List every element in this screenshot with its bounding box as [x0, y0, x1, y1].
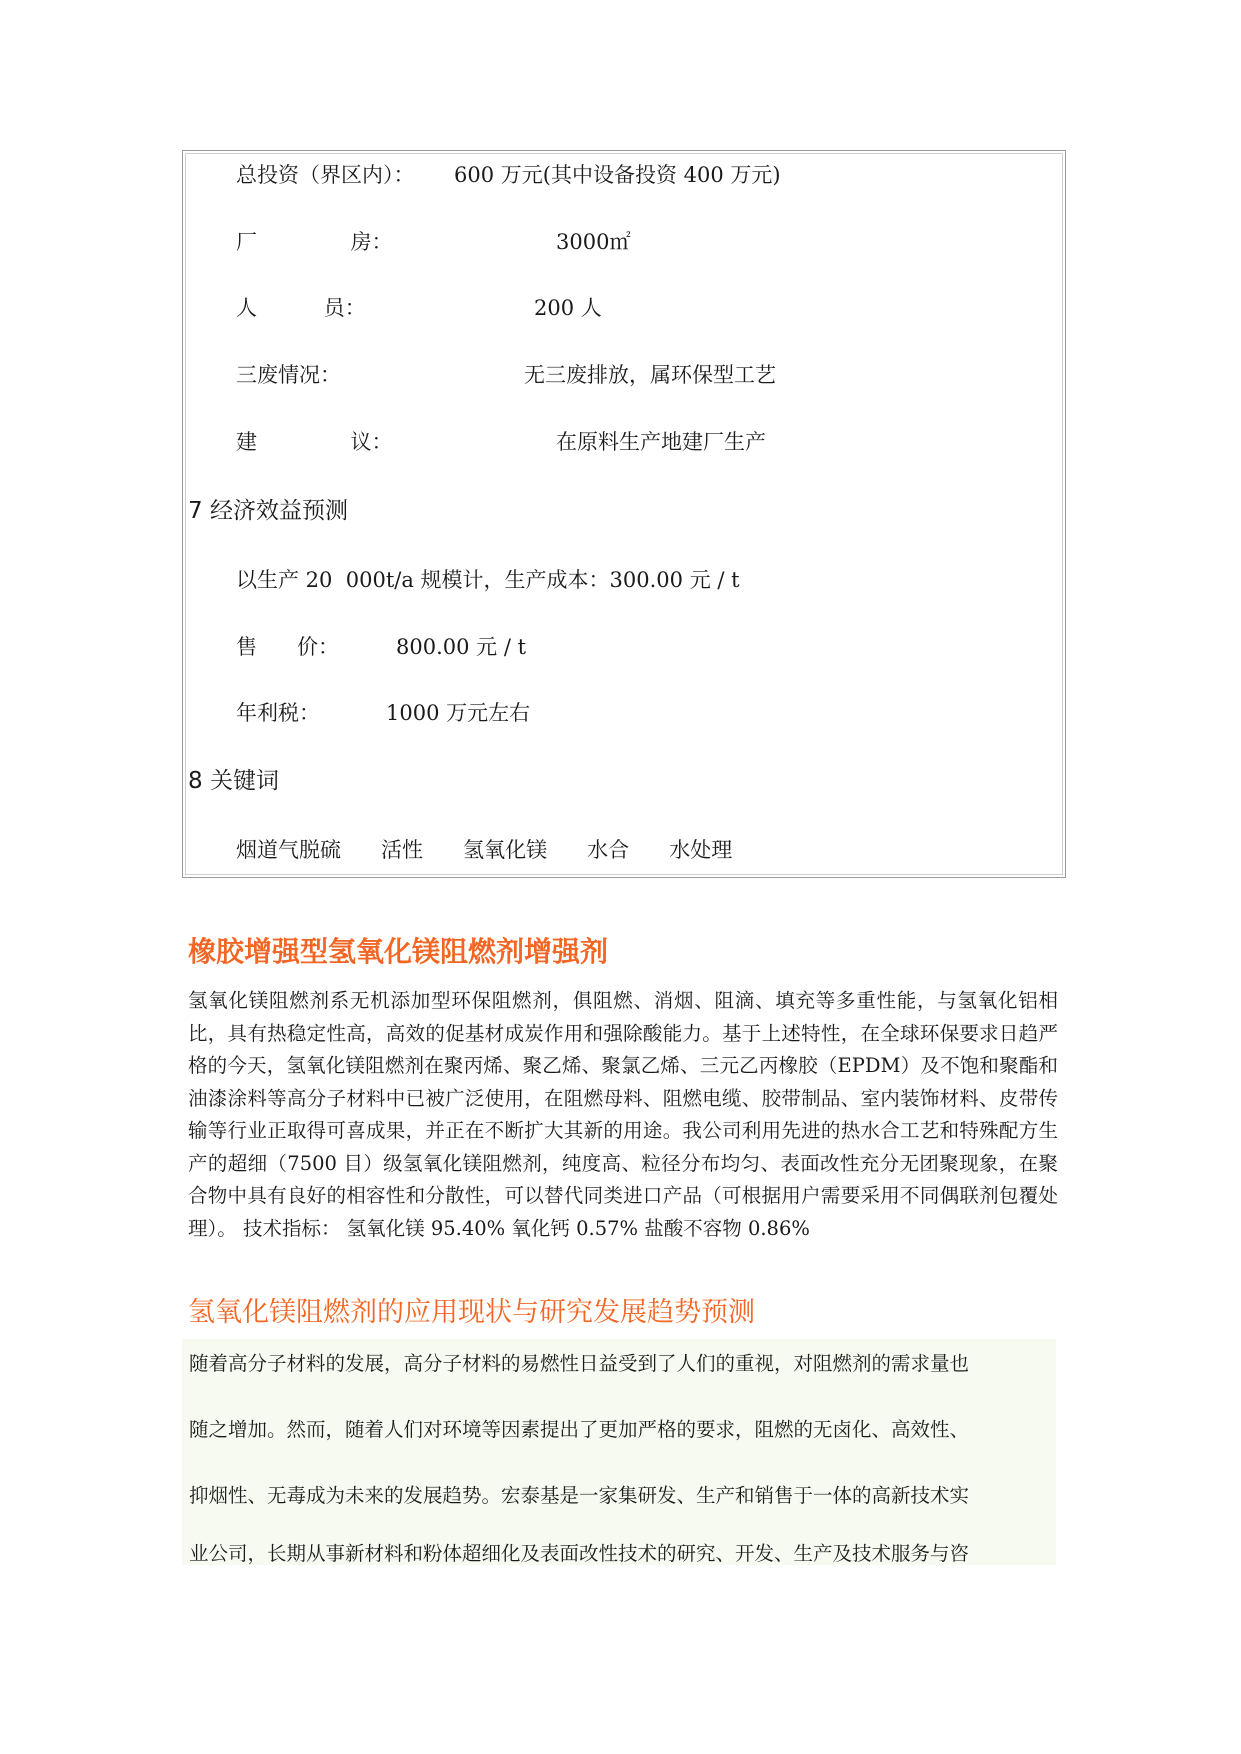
row-value: 200 人: [534, 296, 602, 320]
row-value: 600 万元(其中设备投资 400 万元): [454, 163, 781, 187]
section-heading-keywords: 8 关键词: [188, 768, 279, 794]
row-label: 售 价：: [236, 635, 340, 659]
row-value: 1000 万元左右: [386, 701, 531, 725]
row-label: 建 议：: [236, 430, 393, 454]
row-label: 以生产 20 000t/a 规模计，生产成本：300.00 元 / t: [236, 568, 740, 592]
row-label: 三废情况：: [236, 363, 341, 387]
economics-row-price: [236, 632, 1036, 662]
row-value: 3000㎡: [556, 230, 631, 254]
row-value: 在原料生产地建厂生产: [556, 430, 766, 454]
paragraph-line: 随着高分子材料的发展，高分子材料的易燃性日益受到了人们的重视，对阻燃剂的需求量也: [189, 1352, 970, 1375]
article-title-rubber-reinforced: 橡胶增强型氢氧化镁阻燃剂增强剂: [188, 935, 609, 968]
row-value: 800.00 元 / t: [396, 635, 527, 659]
row-label: 人 员：: [236, 296, 366, 320]
row-label: 总投资（界区内）：: [236, 163, 415, 187]
article-body-application-trends: [182, 1339, 1056, 1565]
row-value: 无三废排放，属环保型工艺: [524, 363, 776, 387]
article-body-rubber-reinforced: 氢氧化镁阻燃剂系无机添加型环保阻燃剂，俱阻燃、消烟、阻滴、填充等多重性能，与氢氧化铝相比，具有热稳定性高，高效的促基材成炭作用和强除酸能力。基于上述特性，在全球环保要求日趋严格的今天，氢氧化镁阻燃剂在聚丙烯、聚乙烯、聚氯乙烯、三元乙丙橡胶（EPDM）及不饱和聚酯和油漆涂料等高分子材料中已被广泛使用，在阻燃母料、阻燃电缆、胶带制品、室内装饰材料、皮带传输等行业正取得可喜成果，并正在不断扩大其新的用途。我公司利用先进的热水合工艺和特殊配方生产的超细（7500 目）级氢氧化镁阻燃剂，纯度高、粒径分布均匀、表面改性充分无团聚现象，在聚合物中具有良好的相容性和分散性，可以替代同类进口产品（可根据用户需要采用不同偶联剂包覆处理）。 技术指标： 氢氧化镁 95.40% 氧化钙 0.57% 盐酸不容物 0.86%: [188, 989, 1058, 1240]
table-row-staff: [236, 293, 1036, 323]
table-row-waste: [236, 360, 1036, 390]
economics-row-cost: [236, 565, 1036, 595]
paragraph-line: 抑烟性、无毒成为未来的发展趋势。宏泰基是一家集研发、生产和销售于一体的高新技术实: [189, 1484, 970, 1507]
table-row-plant: [236, 227, 1036, 257]
keywords-line: 烟道气脱硫 活性 氢氧化镁 水合 水处理: [236, 838, 733, 862]
table-row-suggestion: [236, 427, 1036, 457]
row-label: 厂 房：: [236, 230, 393, 254]
paragraph-line: 业公司，长期从事新材料和粉体超细化及表面改性技术的研究、开发、生产及技术服务与咨: [189, 1542, 970, 1565]
section-heading-economics: 7 经济效益预测: [188, 498, 348, 524]
economics-row-tax: [236, 698, 1036, 728]
row-label: 年利税：: [236, 701, 320, 725]
table-row-investment: [236, 160, 1036, 190]
paragraph-line: 随之增加。然而，随着人们对环境等因素提出了更加严格的要求，阻燃的无卤化、高效性、: [189, 1418, 970, 1441]
article-title-application-trends: 氢氧化镁阻燃剂的应用现状与研究发展趋势预测: [188, 1297, 755, 1328]
